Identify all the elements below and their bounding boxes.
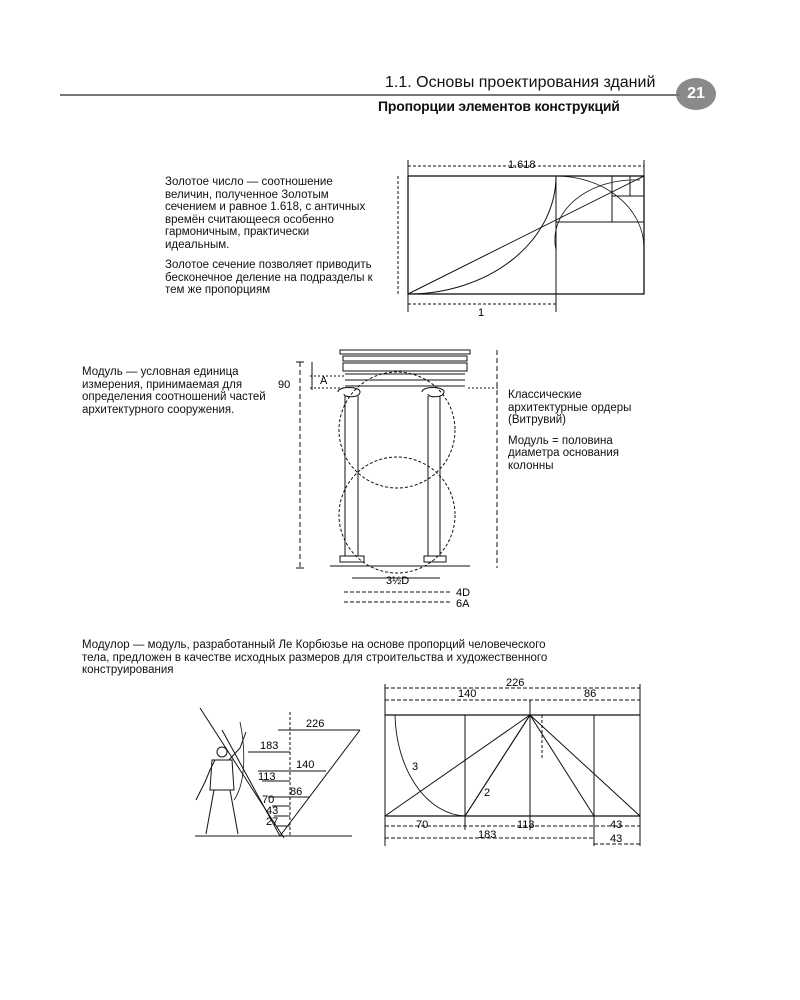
modulor-left-label: 86 [290, 786, 303, 798]
modulor-curve-3: 3 [412, 761, 419, 773]
modulor-text: Модулор — модуль, разработанный Ле Корбюзье на основе пропорций человеческого тела, предложен в качестве исходных размеров для строительства и художественного конструирования [82, 639, 548, 676]
section-subtitle: 1.1. Основы проектирования зданий [385, 74, 656, 91]
module-definition-para: Модуль = половина диаметра основания колонны [508, 434, 619, 472]
modulor-left-label: 226 [306, 718, 325, 730]
column-label-a: A [320, 375, 328, 387]
modulor-top-a: 140 [458, 688, 477, 700]
column-label-4d: 4D [456, 587, 471, 599]
modulor-left-label: 183 [260, 740, 279, 752]
modulor-line-2: 2 [484, 787, 491, 799]
modulor-left-label: 140 [296, 759, 315, 771]
column-label-6a: 6A [456, 598, 470, 610]
modulor-top-b: 86 [584, 688, 597, 700]
golden-para-2: Золотое сечение позволяет приводить бесконечное деление на подразделы к тем же пропорциям [165, 259, 373, 296]
modulor-left-label: 27 [266, 816, 279, 828]
modulor-bottom-total: 183 [478, 829, 497, 841]
modulor-right-labels [412, 677, 622, 845]
page-number-badge: 21 [676, 78, 716, 110]
orders-para: Классические архитектурные ордеры (Витрувий) [508, 389, 632, 426]
golden-top-dimension: 1.618 [508, 159, 536, 171]
modulor-left-labels [258, 718, 324, 828]
section-title: Пропорции элементов конструкций [378, 98, 620, 114]
modulor-left-label: 43 [266, 805, 279, 817]
modulor-bottom-c: 43 [610, 819, 623, 831]
column-order-diagram [296, 350, 500, 602]
modulor-left-label: 113 [258, 771, 276, 783]
column-label-span: 3½D [386, 575, 410, 587]
column-label-90: 90 [278, 379, 291, 391]
golden-bottom-dimension: 1 [478, 307, 485, 319]
module-text: Модуль — условная единица измерения, принимаемая для определения соотношений частей архитектурного сооружения. [82, 366, 266, 416]
modulor-bottom-b: 113 [517, 819, 535, 831]
modulor-bottom-a: 70 [416, 819, 429, 831]
golden-section-diagram [398, 160, 644, 312]
modulor-top-total: 226 [506, 677, 525, 689]
modulor-bottom-d: 43 [610, 833, 623, 845]
golden-para-1: Золотое число — соотношение величин, полученное Золотым сечением и равное 1.618, с античных времён считающееся особенно гармоничным, практически идеальным. [165, 176, 366, 251]
modulor-left-label: 70 [262, 794, 275, 806]
